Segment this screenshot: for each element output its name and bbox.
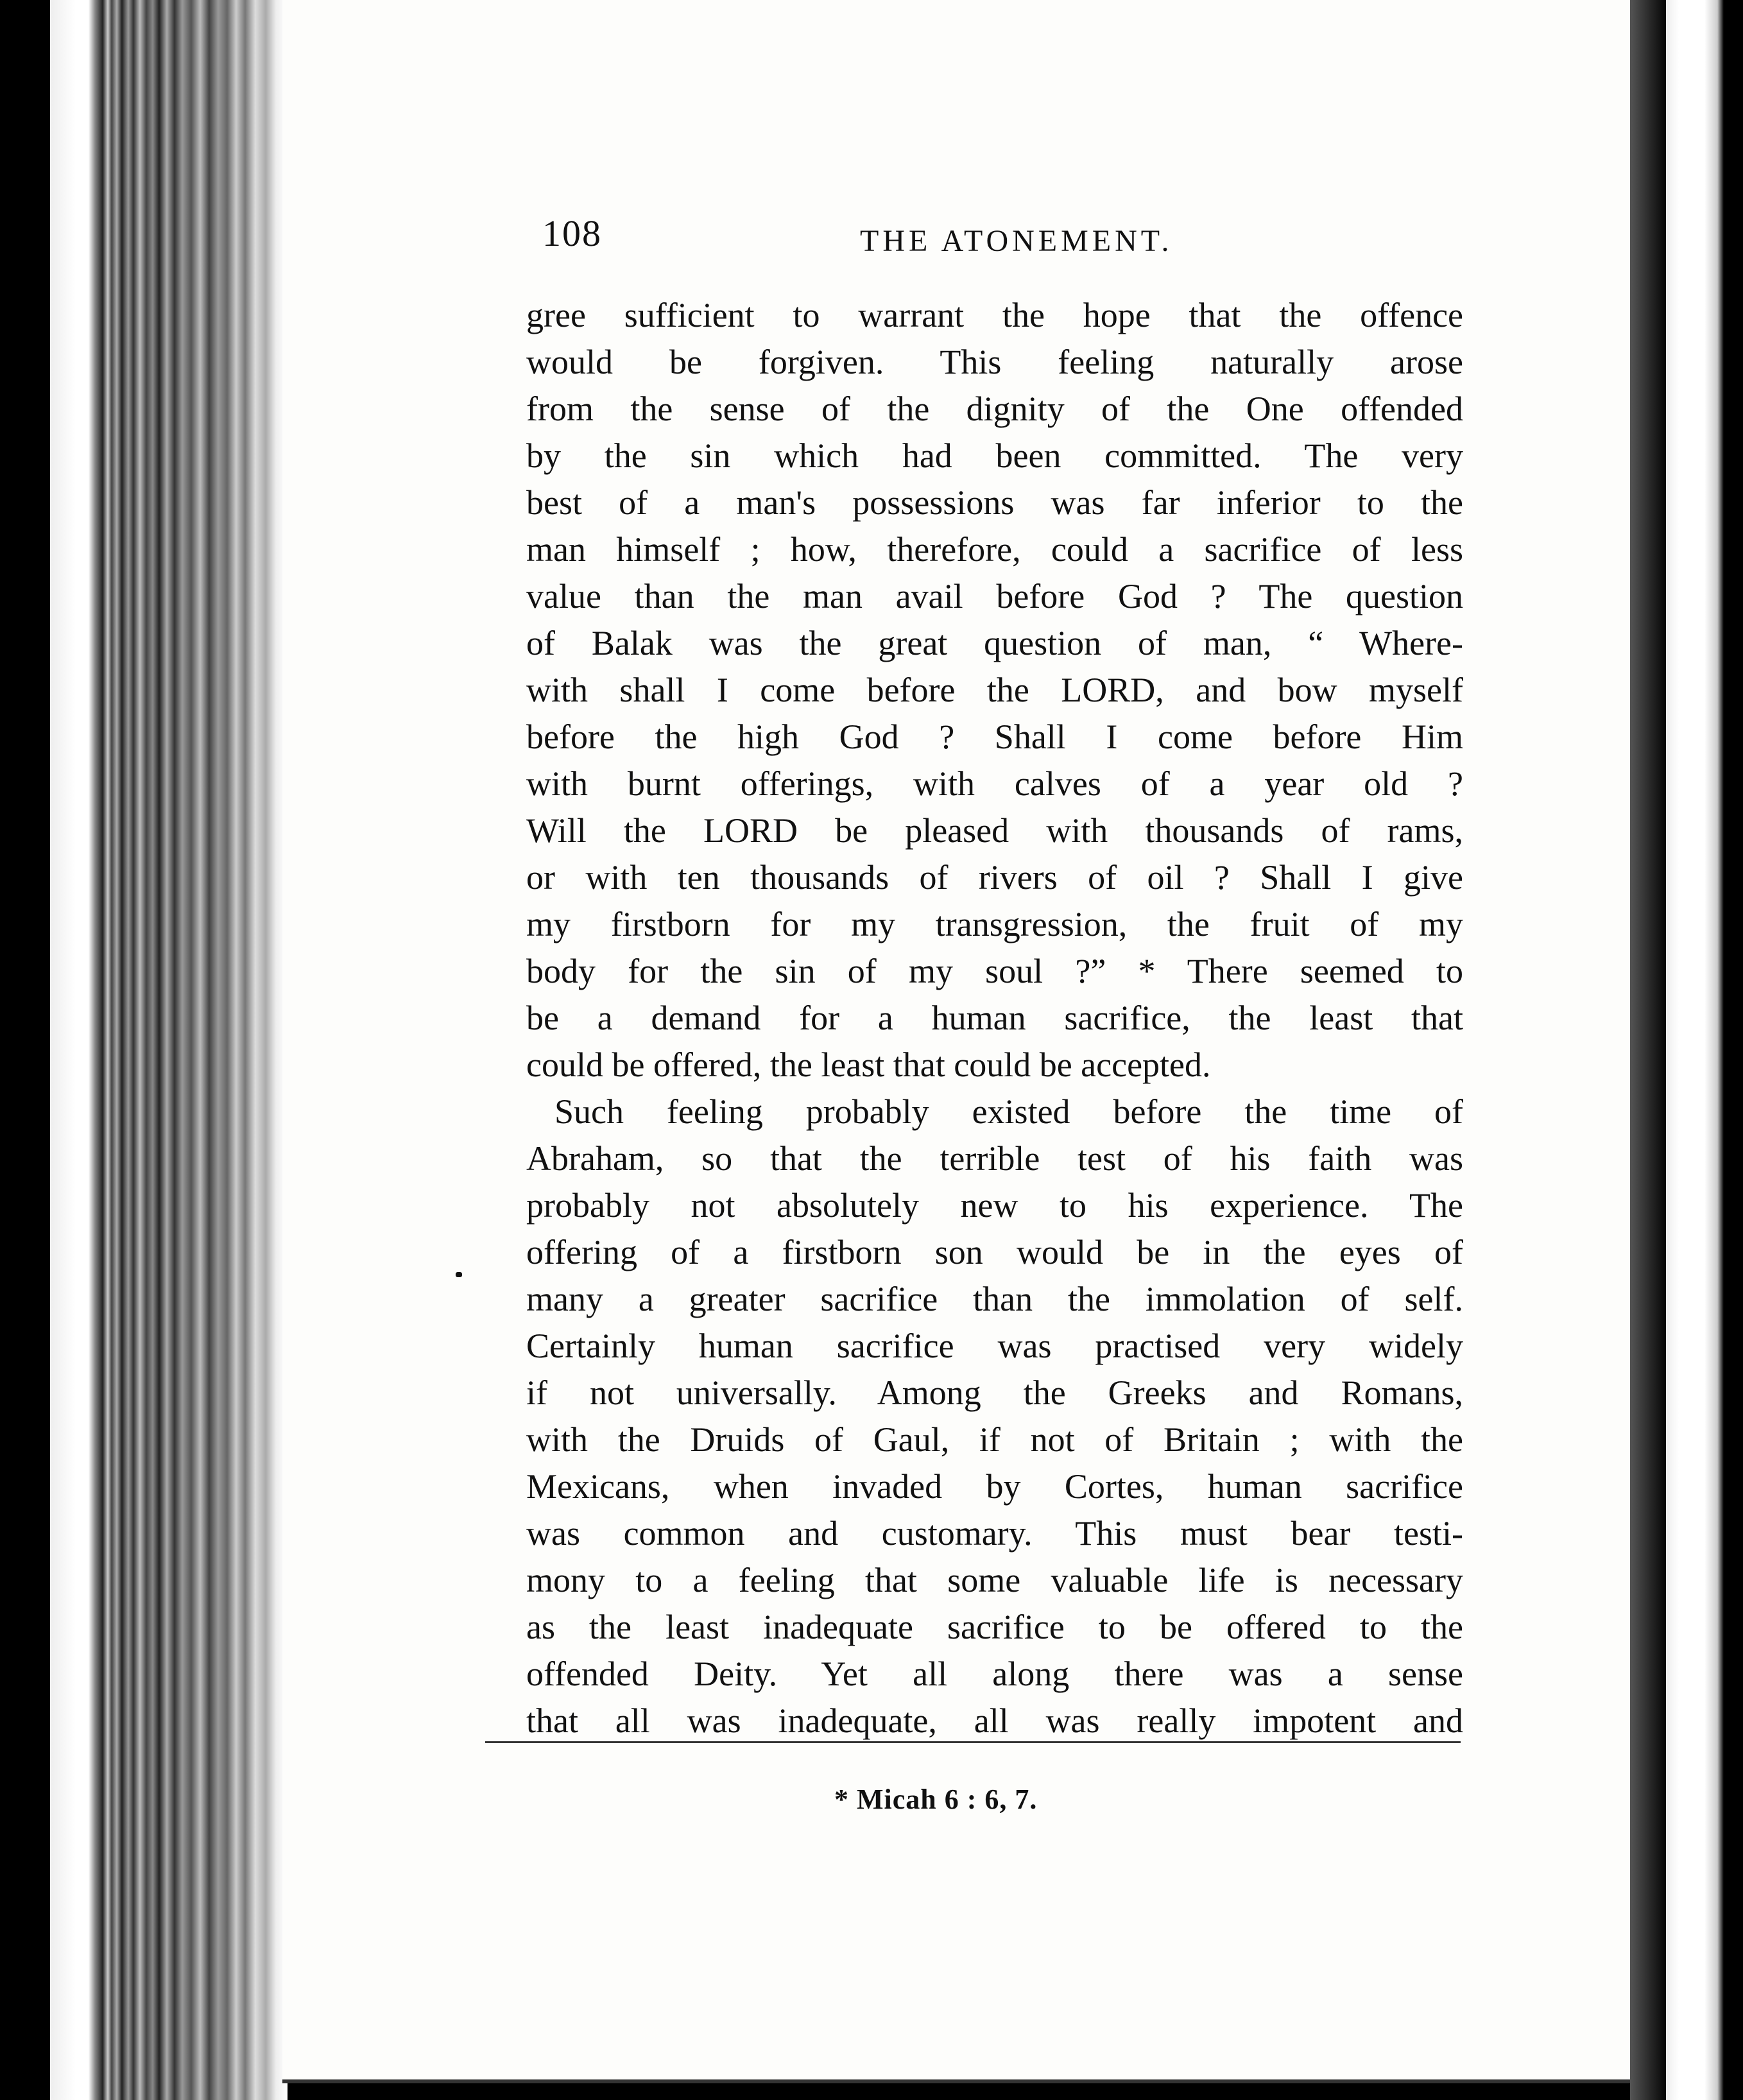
text-line: mony to a feeling that some valuable life is necessary	[526, 1561, 1463, 1599]
text-line: of Balak was the great question of man, “ Where-	[526, 624, 1463, 662]
body-text	[526, 292, 1463, 1744]
text-line: if not universally. Among the Greeks and Romans,	[526, 1373, 1463, 1412]
text-line: that all was inadequate, all was really impotent and	[526, 1701, 1463, 1740]
text-line: be a demand for a human sacrifice, the least that	[526, 999, 1463, 1037]
text-line: Mexicans, when invaded by Cortes, human sacrifice	[526, 1467, 1463, 1506]
right-page-shadow	[1630, 0, 1669, 2100]
text-line: by the sin which had been committed. The very	[526, 436, 1463, 475]
text-line: with shall I come before the LORD, and bow myself	[526, 671, 1463, 709]
text-line: Such feeling probably existed before the time of	[554, 1092, 1463, 1131]
book-page-edges	[50, 0, 288, 2100]
text-line: probably not absolutely new to his experience. The	[526, 1186, 1463, 1225]
text-line: my firstborn for my transgression, the fruit of my	[526, 905, 1463, 943]
right-page-edge	[1666, 0, 1724, 2100]
text-line: body for the sin of my soul ?” * There seemed to	[526, 952, 1463, 990]
footnote: * Micah 6 : 6, 7.	[834, 1784, 1038, 1815]
text-line: offended Deity. Yet all along there was a sense	[526, 1655, 1463, 1693]
text-line: many a greater sacrifice than the immolation of self.	[526, 1280, 1463, 1318]
text-line: with burnt offerings, with calves of a year old ?	[526, 764, 1463, 803]
text-line: from the sense of the dignity of the One offended	[526, 390, 1463, 428]
text-line: as the least inadequate sacrifice to be offered to the	[526, 1608, 1463, 1646]
text-line: with the Druids of Gaul, if not of Britain ; with the	[526, 1420, 1463, 1459]
text-line: was common and customary. This must bear testi-	[526, 1514, 1463, 1553]
page-number: 108	[542, 212, 602, 254]
margin-mark	[456, 1272, 462, 1277]
text-line: would be forgiven. This feeling naturally arose	[526, 343, 1463, 381]
text-line: or with ten thousands of rivers of oil ? Shall I give	[526, 858, 1463, 897]
text-line: best of a man's possessions was far inferior to the	[526, 483, 1463, 522]
text-line: could be offered, the least that could be accepted.	[526, 1046, 1211, 1084]
text-line: gree sufficient to warrant the hope that the offence	[526, 296, 1463, 334]
footnote-rule	[485, 1741, 1461, 1743]
text-line: Will the LORD be pleased with thousands of rams,	[526, 811, 1463, 850]
text-line: offering of a firstborn son would be in the eyes of	[526, 1233, 1463, 1271]
running-head: THE ATONEMENT.	[860, 224, 1173, 258]
text-line: Abraham, so that the terrible test of his faith was	[526, 1139, 1463, 1178]
text-line: before the high God ? Shall I come before Him	[526, 718, 1463, 756]
text-line: value than the man avail before God ? The question	[526, 577, 1463, 615]
page-header	[282, 193, 1630, 270]
text-line: man himself ; how, therefore, could a sacrifice of less	[526, 530, 1463, 569]
book-page	[282, 0, 1630, 2083]
text-line: Certainly human sacrifice was practised very widely	[526, 1327, 1463, 1365]
